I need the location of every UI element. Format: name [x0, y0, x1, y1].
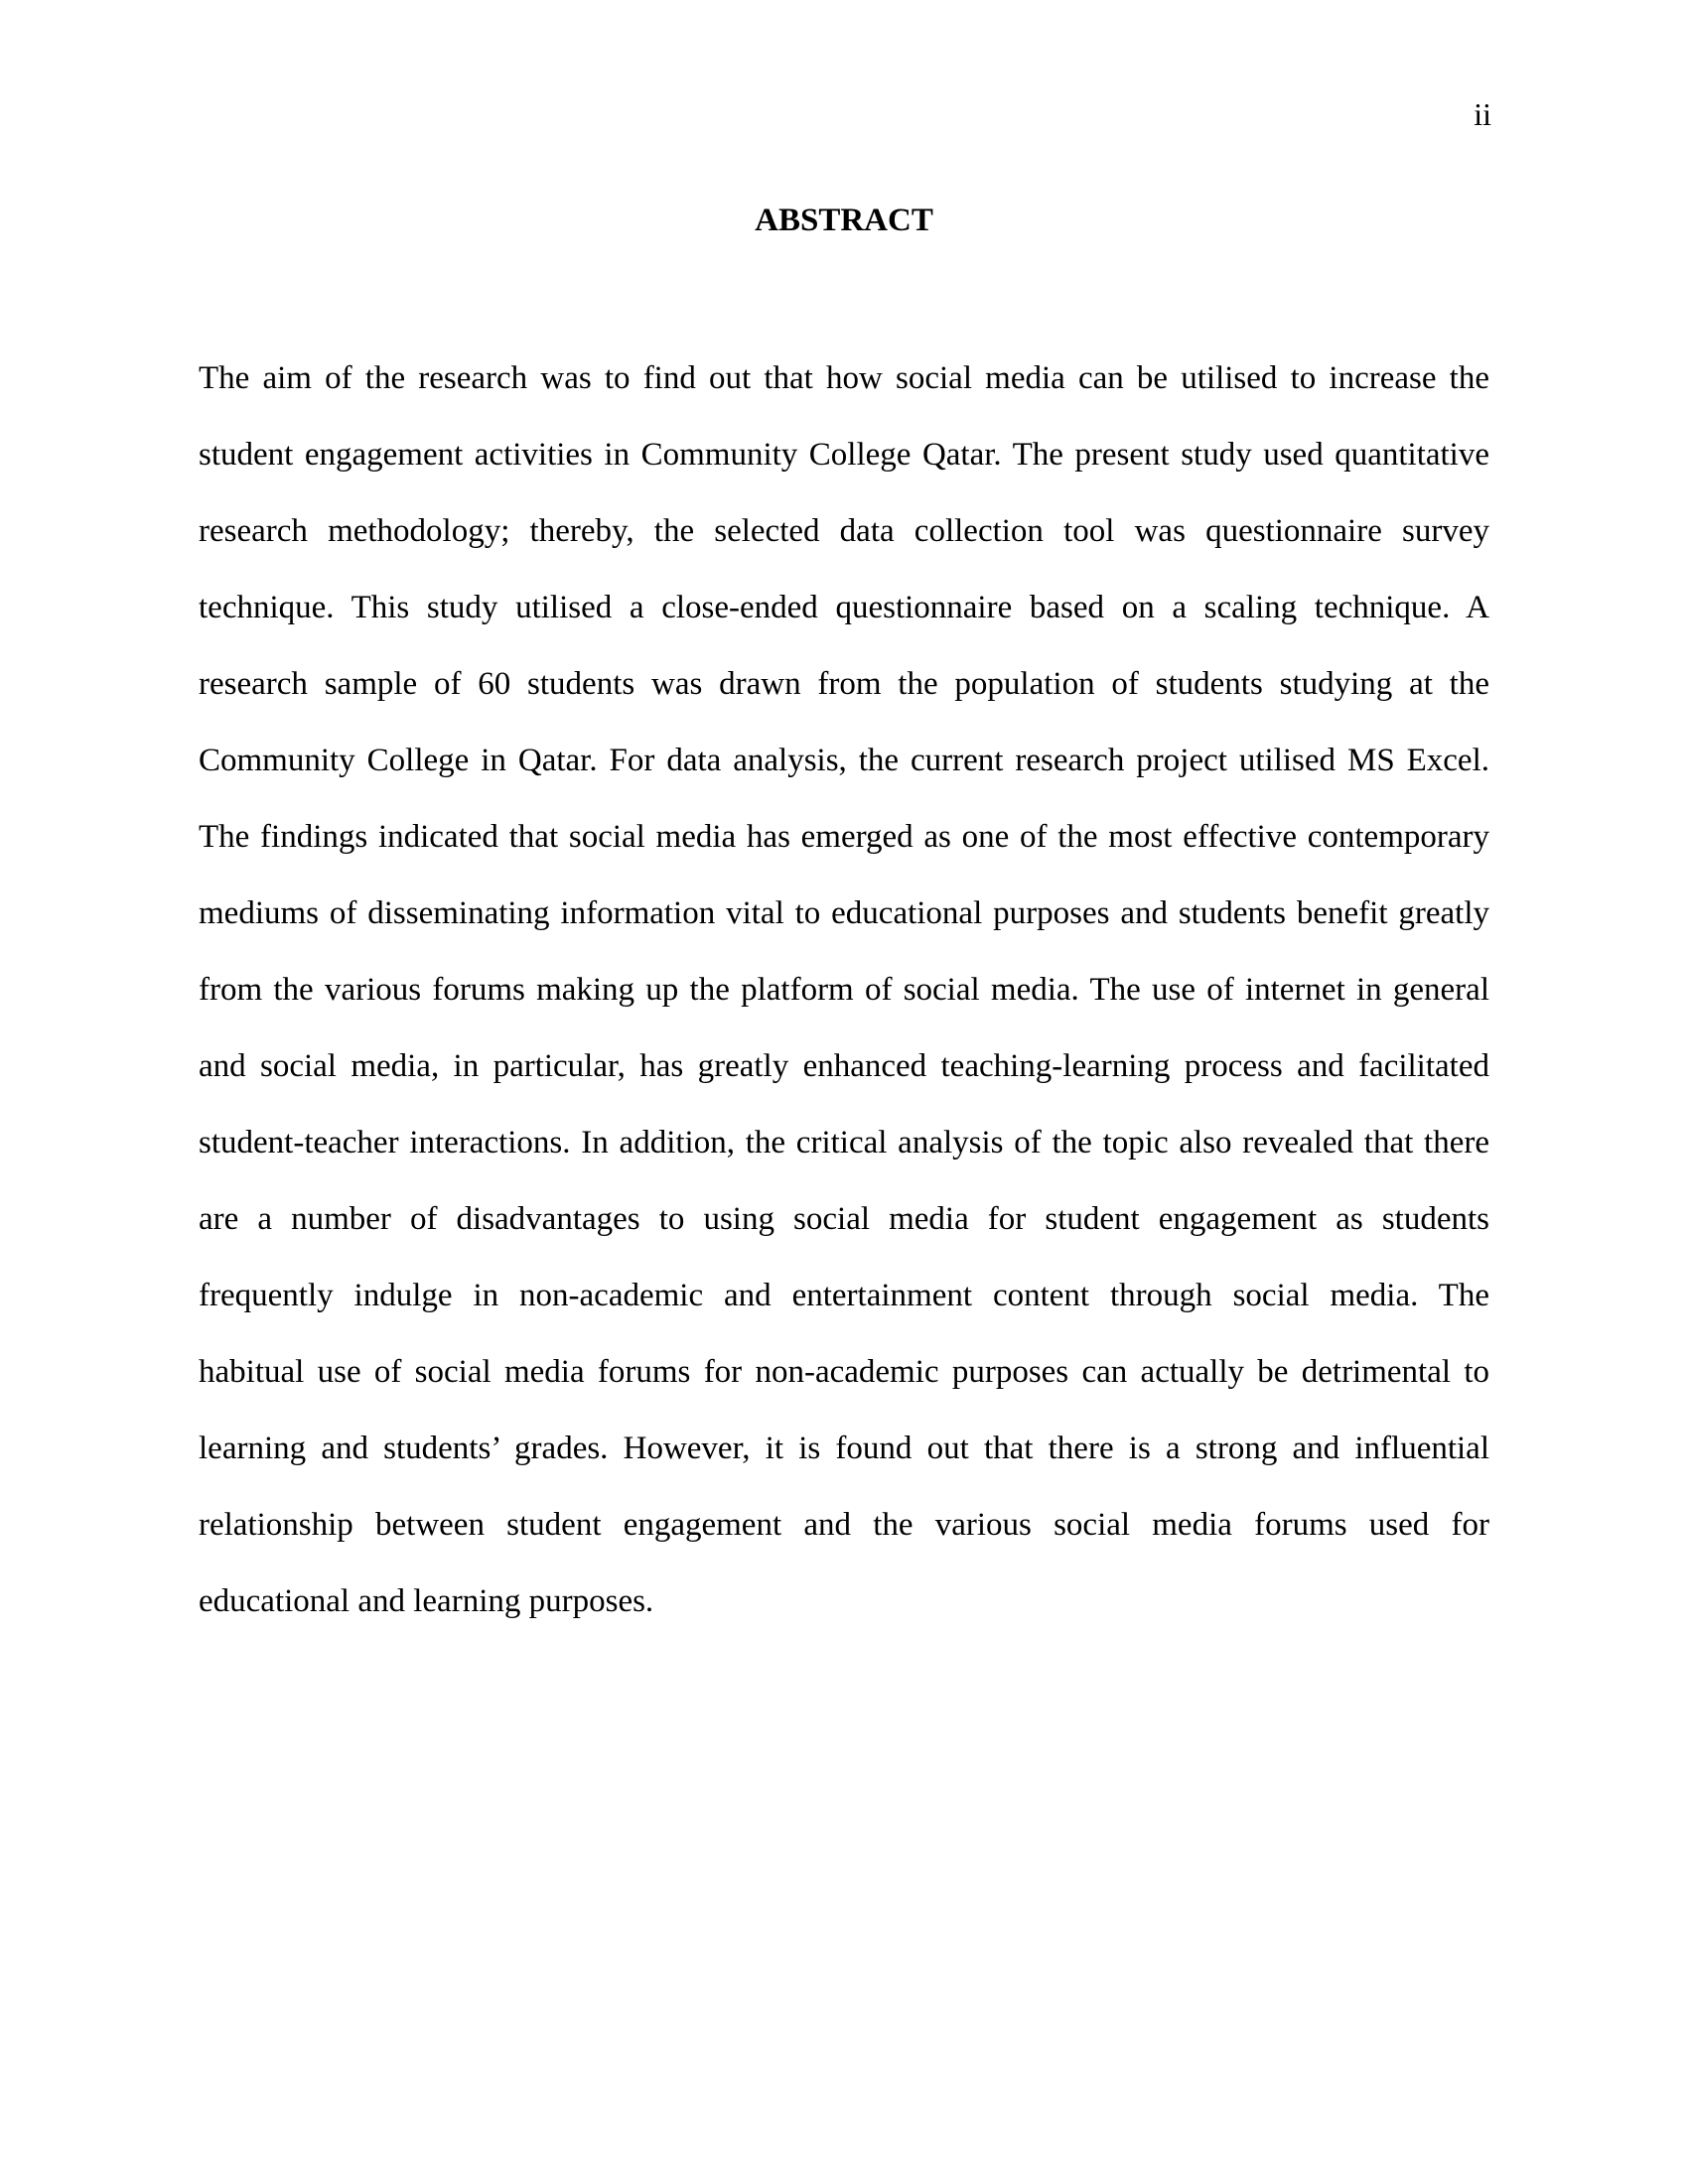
paragraph-line: and social media, in particular, has greatly enhanced teaching-learning process and facilitated	[199, 1048, 1489, 1084]
paragraph-line-last: educational and learning purposes.	[199, 1583, 654, 1619]
paragraph-line: mediums of disseminating information vital to educational purposes and students benefit greatly	[199, 895, 1489, 931]
paragraph-line: learning and students’ grades. However, it is found out that there is a strong and influential	[199, 1431, 1489, 1466]
page-number: ii	[1474, 96, 1491, 132]
paragraph-line: habitual use of social media forums for non-academic purposes can actually be detrimental to	[199, 1354, 1489, 1390]
paragraph-line: research sample of 60 students was drawn from the population of students studying at the	[199, 666, 1489, 702]
paragraph-line: frequently indulge in non-academic and entertainment content through social media. The	[199, 1278, 1489, 1313]
paragraph-line: student-teacher interactions. In addition, the critical analysis of the topic also revealed that there	[199, 1125, 1489, 1160]
paragraph-line: The aim of the research was to find out that how social media can be utilised to increase the	[199, 360, 1489, 396]
paragraph-line: The findings indicated that social media has emerged as one of the most effective contemporary	[199, 819, 1489, 855]
paragraph-line: student engagement activities in Community College Qatar. The present study used quantitative	[199, 437, 1489, 473]
paragraph-line: research methodology; thereby, the selected data collection tool was questionnaire survey	[199, 513, 1489, 549]
paragraph-line: relationship between student engagement and the various social media forums used for	[199, 1507, 1489, 1543]
paragraph-line: are a number of disadvantages to using social media for student engagement as students	[199, 1201, 1489, 1237]
abstract-heading: ABSTRACT	[755, 203, 933, 238]
paragraph-line: Community College in Qatar. For data analysis, the current research project utilised MS Excel.	[199, 743, 1489, 778]
paragraph-line: from the various forums making up the platform of social media. The use of internet in general	[199, 972, 1489, 1008]
paragraph-line: technique. This study utilised a close-ended questionnaire based on a scaling technique. A	[199, 590, 1489, 625]
abstract-paragraph	[199, 341, 1489, 1640]
